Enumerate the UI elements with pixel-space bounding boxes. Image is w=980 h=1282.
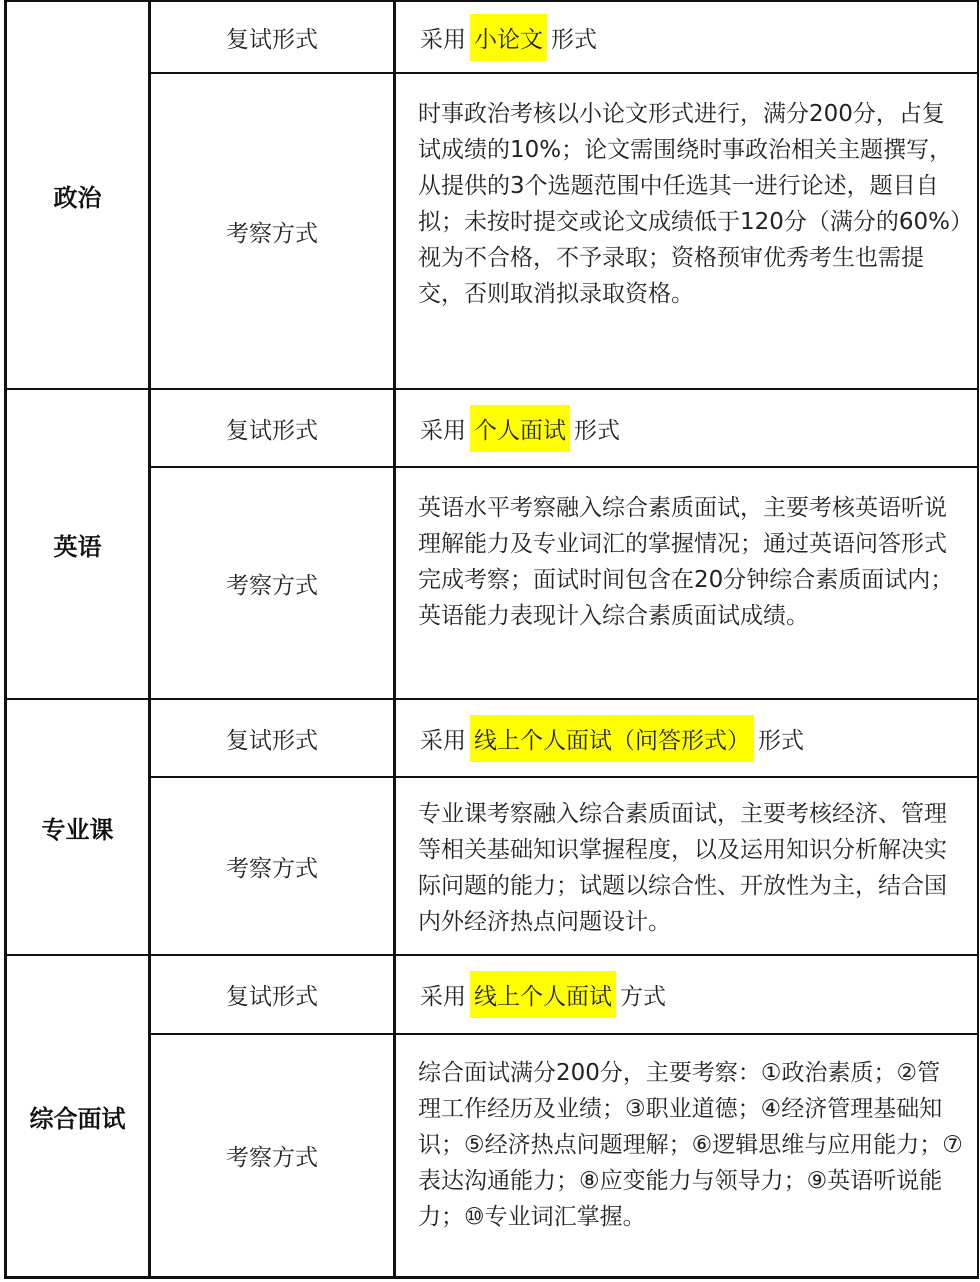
method-description-cell	[396, 778, 977, 954]
exam-table	[4, 0, 979, 1279]
format-suffix: 形式	[551, 26, 597, 53]
method-label-cell	[151, 778, 393, 954]
format-suffix: 形式	[758, 727, 804, 754]
format-suffix: 形式	[574, 417, 620, 444]
format-prefix: 采用	[420, 417, 466, 444]
format-highlight: 线上个人面试（问答形式）	[470, 715, 754, 762]
format-value-cell	[396, 390, 977, 466]
subject-cell	[7, 956, 148, 1276]
method-label: 考察方式	[226, 855, 318, 882]
method-description-cell	[396, 1035, 977, 1276]
format-label: 复试形式	[226, 727, 318, 754]
subject-name: 专业课	[41, 815, 114, 844]
format-label: 复试形式	[226, 26, 318, 53]
method-label: 考察方式	[226, 572, 318, 599]
method-description: 时事政治考核以小论文形式进行，满分200分，占复试成绩的10%；论文需围绕时事政治相关主题撰写，从提供的3个选题范围中任选其一进行论述，题目自拟；未按时提交或论文成绩低于120分（满分的60%）视为不合格，不予录取；资格预审优秀考生也需提交，否则取消拟录取资格。	[418, 101, 962, 307]
method-label-cell	[151, 468, 393, 698]
format-value-cell	[396, 700, 977, 776]
method-description: 专业课考察融入综合素质面试，主要考核经济、管理等相关基础知识掌握程度，以及运用知识分析解决实际问题的能力；试题以综合性、开放性为主，结合国内外经济热点问题设计。	[418, 801, 947, 935]
format-highlight: 小论文	[470, 14, 547, 61]
method-label: 考察方式	[226, 220, 318, 247]
table-border-right	[977, 0, 979, 1279]
format-prefix: 采用	[420, 984, 466, 1010]
format-highlight: 个人面试	[470, 405, 570, 452]
format-label-cell	[151, 700, 393, 776]
method-label-cell	[151, 74, 393, 388]
method-label: 考察方式	[226, 1145, 318, 1171]
format-label: 复试形式	[226, 417, 318, 444]
subject-name: 综合面试	[29, 1104, 126, 1133]
method-description-cell	[396, 468, 977, 698]
table-border-bottom	[4, 1276, 979, 1279]
format-prefix: 采用	[420, 26, 466, 53]
format-label-cell	[151, 390, 393, 466]
format-value-cell	[396, 2, 977, 72]
format-label-cell	[151, 956, 393, 1033]
format-label: 复试形式	[226, 984, 318, 1010]
subject-cell	[7, 700, 148, 954]
method-label-cell	[151, 1035, 393, 1276]
format-value-cell	[396, 956, 977, 1033]
format-highlight: 线上个人面试	[470, 971, 616, 1018]
method-description: 英语水平考察融入综合素质面试，主要考核英语听说理解能力及专业词汇的掌握情况；通过英语问答形式完成考察；面试时间包含在20分钟综合素质面试内；英语能力表现计入综合素质面试成绩。	[418, 495, 954, 629]
subject-cell	[7, 390, 148, 698]
method-description: 综合面试满分200分，主要考察：①政治素质；②管理工作经历及业绩；③职业道德；④经济管理基础知识；⑤经济热点问题理解；⑥逻辑思维与应用能力；⑦表达沟通能力；⑧应变能力与领导力；⑨英语听说能力；⑩专业词汇掌握。	[418, 1060, 963, 1230]
subject-cell	[7, 2, 148, 388]
subject-name: 英语	[53, 532, 102, 561]
method-description-cell	[396, 74, 977, 388]
format-suffix: 方式	[620, 984, 666, 1010]
subject-name: 政治	[53, 183, 102, 212]
format-prefix: 采用	[420, 727, 466, 754]
format-label-cell	[151, 2, 393, 72]
